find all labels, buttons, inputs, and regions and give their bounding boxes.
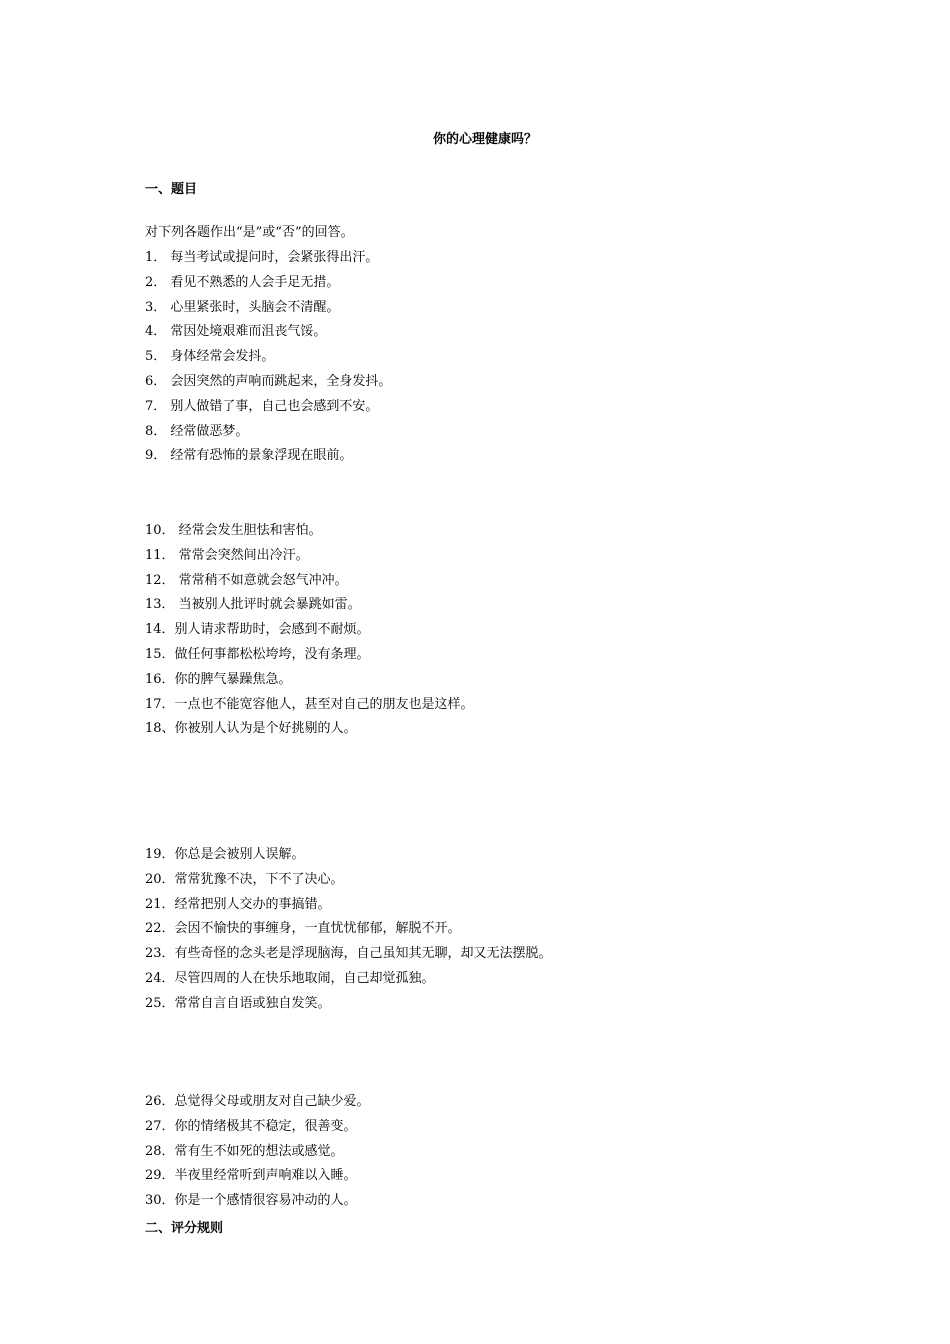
question-item: 26．总觉得父母或朋友对自己缺少爱。: [145, 1094, 370, 1109]
section-heading-scoring: 二、评分规则: [145, 1221, 224, 1236]
section-heading-questions: 一、题目: [145, 182, 198, 197]
question-item: 29．半夜里经常听到声响难以入睡。: [145, 1168, 357, 1184]
question-item: 10． 经常会发生胆怯和害怕。: [145, 523, 322, 538]
question-item: 19．你总是会被别人误解。: [145, 847, 305, 862]
question-item: 3． 心里紧张时，头脑会不清醒。: [145, 299, 340, 315]
question-item: 16．你的脾气暴躁焦急。: [145, 671, 292, 687]
question-item: 12． 常常稍不如意就会怒气冲冲。: [145, 572, 348, 588]
question-item: 11． 常常会突然间出冷汗。: [145, 547, 309, 563]
question-item: 14．别人请求帮助时，会感到不耐烦。: [145, 622, 370, 638]
page-title: 你的心理健康吗？: [432, 132, 537, 147]
question-item: 23．有些奇怪的念头老是浮现脑海，自己虽知其无聊，却又无法摆脱。: [145, 946, 552, 962]
question-item: 17．一点也不能宽容他人，甚至对自己的朋友也是这样。: [145, 696, 474, 712]
question-item: 27．你的情绪极其不稳定，很善变。: [145, 1118, 357, 1134]
instruction-text: 对下列各题作出“是”或“否”的回答。: [145, 225, 354, 240]
question-item: 13． 当被别人批评时就会暴跳如雷。: [145, 597, 361, 613]
question-item: 18、你被别人认为是个好挑剔的人。: [145, 721, 357, 737]
question-item: 21．经常把别人交办的事搞错。: [145, 896, 331, 912]
question-item: 24．尽管四周的人在快乐地取闹，自己却觉孤独。: [145, 971, 435, 986]
question-item: 7． 别人做错了事，自己也会感到不安。: [145, 398, 379, 414]
question-item: 9． 经常有恐怖的景象浮现在眼前。: [145, 448, 353, 464]
question-item: 22．会因不愉快的事缠身，一直忧忧郁郁，解脱不开。: [145, 921, 461, 937]
question-item: 20．常常犹豫不决，下不了决心。: [145, 871, 344, 887]
question-item: 25．常常自言自语或独自发笑。: [145, 995, 331, 1011]
question-item: 2． 看见不熟悉的人会手足无措。: [145, 274, 340, 290]
question-item: 4． 常因处境艰难而沮丧气馁。: [145, 324, 327, 340]
question-item: 8． 经常做恶梦。: [145, 423, 249, 439]
question-item: 28．常有生不如死的想法或感觉。: [145, 1143, 344, 1159]
question-item: 5． 身体经常会发抖。: [145, 349, 275, 365]
question-item: 1． 每当考试或提问时，会紧张得出汗。: [145, 250, 379, 265]
question-item: 15．做任何事都松松垮垮，没有条理。: [145, 647, 370, 662]
question-item: 30．你是一个感情很容易冲动的人。: [145, 1193, 357, 1209]
question-item: 6． 会因突然的声响而跳起来，全身发抖。: [145, 374, 392, 389]
